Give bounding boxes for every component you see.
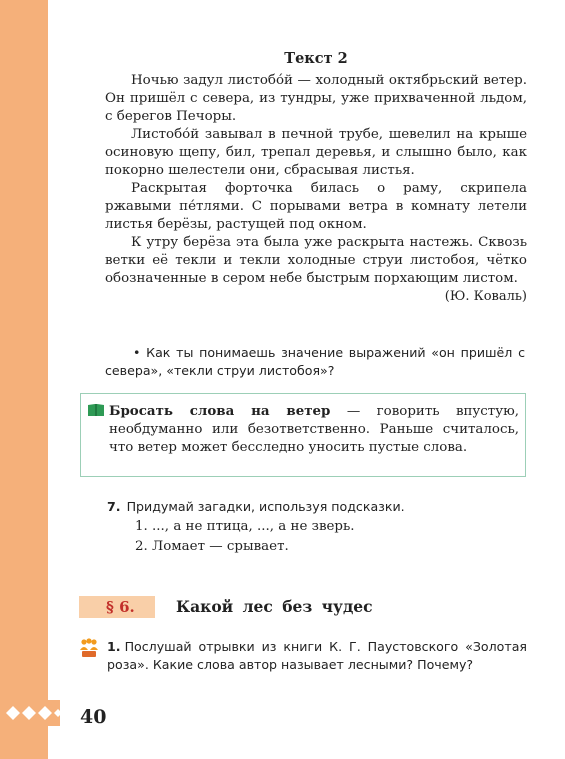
paragraph: К утру берёза эта была уже раскрыта настежь. Сквозь ветки её текли и текли холодные струи листобоя, чётко обозначенные в сером небе быстрым порхающим листом.	[105, 235, 527, 286]
idiom-box	[80, 393, 526, 477]
discussion-question: • Как ты понимаешь значение выражений «он пришёл с севера», «текли струи листобоя»?	[105, 345, 525, 378]
group-icon	[79, 638, 99, 658]
section-number: § 6.	[106, 598, 135, 616]
diamond-ornament-icon	[0, 700, 60, 726]
riddle-hint: 2. Ломает — срывает.	[135, 539, 289, 554]
text-2-passage	[105, 50, 527, 306]
task-1	[107, 638, 527, 674]
section-title: Какой лес без чудес	[176, 597, 373, 616]
text-title: Текст 2	[284, 50, 348, 67]
task-7	[107, 498, 527, 516]
task-text: Послушай отрывки из книги К. Г. Паустовского «Золотая роза». Какие слова автор называет лесными? Почему?	[107, 639, 527, 672]
author-attribution: (Ю. Коваль)	[444, 289, 527, 304]
task-number: 7.	[107, 499, 121, 514]
task-number: 1.	[107, 639, 121, 654]
book-icon	[87, 403, 105, 417]
side-band	[0, 0, 48, 759]
task-text: Придумай загадки, используя подсказки.	[126, 499, 405, 514]
paragraph: Раскрытая форточка билась о раму, скрипела ржавыми пе́тлями. С порывами ветра в комнату летели листья берёзы, растущей под окном.	[105, 181, 527, 232]
paragraph: Листобо́й завывал в печной трубе, шевелил на крыше осиновую щепу, бил, трепал деревья, и слышно было, как покорно шелестели они, сбрасывая листья.	[105, 127, 527, 178]
page-number: 40	[80, 706, 107, 728]
paragraph: Ночью задул листобо́й — холодный октябрьский ветер. Он пришёл с севера, из тундры, уже прихваченной льдом, с берегов Печоры.	[105, 73, 527, 124]
idiom-text	[109, 402, 519, 457]
idiom-term: Бросать слова на ветер	[109, 403, 331, 419]
idiom-definition: — говорить впустую, необдуманно или безответственно. Раньше считалось, что ветер может бесследно уносить пустые слова.	[109, 404, 519, 455]
riddle-hint: 1. ..., а не птица, ..., а не зверь.	[135, 519, 355, 534]
